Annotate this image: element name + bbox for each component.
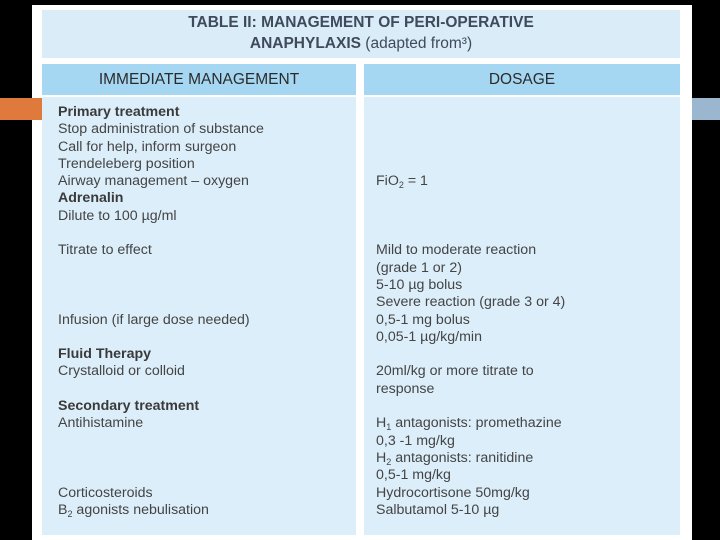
- management-line: [58, 450, 264, 467]
- management-line: [58, 329, 264, 346]
- management-line: [58, 104, 264, 121]
- dosage-line: [376, 312, 565, 329]
- management-line: [58, 121, 264, 138]
- dosage-line: [376, 242, 565, 259]
- management-line: [58, 190, 264, 207]
- line-text: Secondary treatment: [58, 398, 200, 415]
- dosage-line: [376, 121, 565, 138]
- line-text: Primary treatment: [58, 104, 180, 120]
- line-text: Antihistamine: [58, 415, 144, 432]
- table-title: [42, 10, 680, 58]
- dosage-line: [376, 139, 565, 156]
- management-line: [58, 381, 264, 398]
- dosage-line: [376, 346, 565, 363]
- management-line: [58, 415, 264, 432]
- line-text: FiO: [376, 173, 399, 190]
- management-line: [58, 173, 264, 190]
- line-text: Trendeleberg position: [58, 155, 195, 172]
- line-text-rest: agonists nebulisation: [72, 501, 209, 518]
- management-line: [58, 277, 264, 294]
- header-immediate-management: IMMEDIATE MANAGEMENT: [42, 64, 356, 95]
- dosage-line: [376, 381, 565, 398]
- dosage-line: [376, 294, 565, 311]
- line-text: response: [376, 380, 435, 397]
- dosage-line: [376, 398, 565, 415]
- line-text: 0,3 -1 mg/kg: [376, 432, 455, 449]
- dosage-line: [376, 190, 565, 207]
- line-text: (grade 1 or 2): [376, 259, 462, 276]
- management-line: [58, 467, 264, 484]
- dosage-line: [376, 415, 565, 432]
- line-text: 0,5-1 mg bolus: [376, 311, 470, 328]
- line-text: Severe reaction (grade 3 or 4): [376, 294, 566, 311]
- management-column: [58, 104, 264, 519]
- line-text: Call for help, inform surgeon: [58, 138, 237, 155]
- management-line: [58, 502, 264, 519]
- line-text: 0,5-1 mg/kg: [376, 467, 451, 484]
- dosage-line: [376, 277, 565, 294]
- line-text: B: [58, 501, 68, 518]
- management-line: [58, 485, 264, 502]
- line-text: 5-10 µg bolus: [376, 276, 463, 293]
- management-line: [58, 260, 264, 277]
- dosage-line: [376, 433, 565, 450]
- line-text-rest: = 1: [403, 173, 428, 190]
- management-line: [58, 208, 264, 225]
- title-line-2: [42, 33, 680, 54]
- line-text: Crystalloid or colloid: [58, 363, 185, 380]
- blue-accent-bar: [692, 98, 720, 120]
- line-text: Infusion (if large dose needed): [58, 311, 250, 328]
- management-line: [58, 294, 264, 311]
- management-line: [58, 139, 264, 156]
- dosage-line: [376, 260, 565, 277]
- line-text: Titrate to effect: [58, 242, 152, 259]
- title-line-1: TABLE II: MANAGEMENT OF PERI-OPERATIVE: [188, 14, 534, 31]
- subscript: 2: [398, 180, 404, 191]
- subscript: 2: [67, 508, 73, 519]
- dosage-line: [376, 104, 565, 121]
- header-dosage: DOSAGE: [364, 64, 680, 95]
- line-text: Corticosteroids: [58, 484, 153, 501]
- management-line: [58, 398, 264, 415]
- management-line: [58, 242, 264, 259]
- line-text: Hydrocortisone 50mg/kg: [376, 484, 530, 501]
- line-text: Salbutamol 5-10 µg: [376, 501, 500, 518]
- line-text: Mild to moderate reaction: [376, 242, 537, 259]
- line-text: Adrenalin: [58, 190, 124, 207]
- dosage-line: [376, 467, 565, 484]
- line-text: Airway management – oxygen: [58, 173, 249, 190]
- management-line: [58, 156, 264, 173]
- line-text: Fluid Therapy: [58, 346, 152, 363]
- line-text-rest: antagonists: promethazine: [391, 415, 562, 432]
- dosage-column: [376, 104, 565, 519]
- dosage-line: [376, 208, 565, 225]
- title-line-2-main: ANAPHYLAXIS: [249, 35, 361, 52]
- dosage-line: [376, 156, 565, 173]
- line-text: 0,05-1 µg/kg/min: [376, 328, 482, 345]
- dosage-line: [376, 225, 565, 242]
- subscript: 2: [386, 456, 392, 467]
- dosage-line: [376, 502, 565, 519]
- management-line: [58, 433, 264, 450]
- line-text: H: [376, 415, 387, 432]
- dosage-line: [376, 329, 565, 346]
- line-text: Stop administration of substance: [58, 121, 264, 138]
- management-line: [58, 363, 264, 380]
- dosage-line: [376, 173, 565, 190]
- line-text: Dilute to 100 µg/ml: [58, 207, 177, 224]
- line-text: H: [376, 449, 387, 466]
- management-line: [58, 312, 264, 329]
- management-line: [58, 346, 264, 363]
- dosage-line: [376, 363, 565, 380]
- line-text-rest: antagonists: ranitidine: [391, 449, 534, 466]
- title-line-2-suffix: (adapted from³): [365, 35, 473, 52]
- subscript: 1: [386, 422, 392, 433]
- dosage-line: [376, 485, 565, 502]
- dosage-line: [376, 450, 565, 467]
- management-line: [58, 225, 264, 242]
- line-text: 20ml/kg or more titrate to: [376, 363, 534, 380]
